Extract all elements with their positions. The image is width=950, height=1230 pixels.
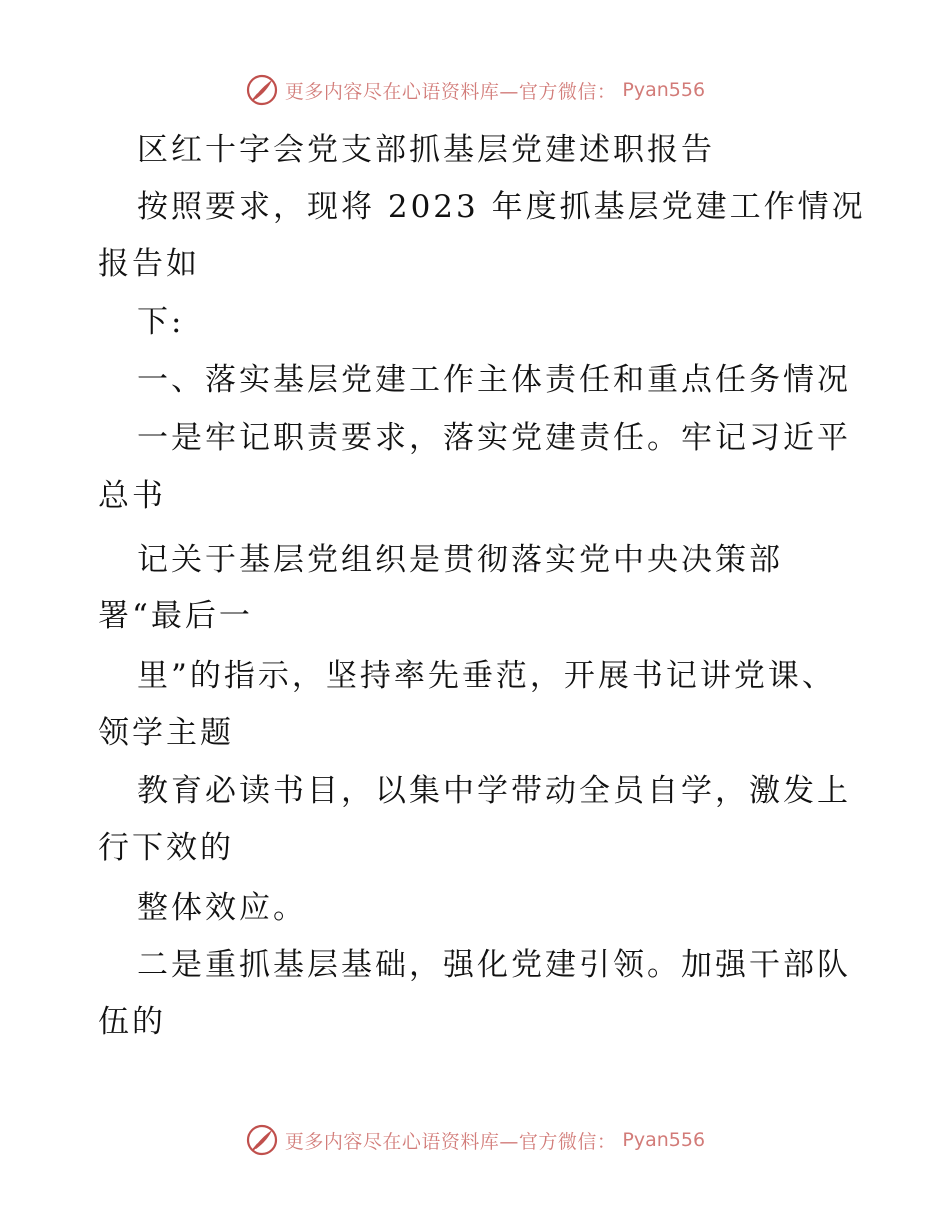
quill-logo-icon	[245, 73, 279, 107]
text-line: 整体效应。	[137, 890, 307, 926]
text-line: 领学主题	[98, 715, 234, 751]
text-line: 里”的指示，坚持率先垂范，开展书记讲党课、	[137, 658, 836, 694]
text-line: 行下效的	[98, 830, 234, 866]
watermark-text: 更多内容尽在心语资料库—官方微信：	[284, 80, 617, 103]
text-line: 署“最后一	[98, 598, 253, 634]
text-line: 教育必读书目，以集中学带动全员自学，激发上	[137, 773, 851, 809]
text-line: 下:	[137, 304, 185, 340]
quill-logo-icon	[245, 1123, 279, 1157]
document-title: 区红十字会党支部抓基层党建述职报告	[137, 132, 715, 168]
text-line: 报告如	[98, 246, 200, 282]
watermark-contact: Pyan556	[622, 1129, 706, 1151]
section-heading: 一、落实基层党建工作主体责任和重点任务情况	[137, 362, 851, 398]
text-line: 按照要求，现将 2023 年度抓基层党建工作情况	[137, 189, 866, 225]
watermark-header	[0, 70, 950, 110]
watermark-contact: Pyan556	[622, 79, 706, 101]
watermark-text: 更多内容尽在心语资料库—官方微信：	[284, 1130, 617, 1153]
text-line: 二是重抓基层基础，强化党建引领。加强干部队	[137, 947, 851, 983]
text-line: 一是牢记职责要求，落实党建责任。牢记习近平	[137, 420, 851, 456]
watermark-footer	[0, 1120, 950, 1160]
text-line: 伍的	[98, 1004, 166, 1040]
text-line: 总书	[98, 478, 166, 514]
text-line: 记关于基层党组织是贯彻落实党中央决策部	[137, 542, 783, 578]
